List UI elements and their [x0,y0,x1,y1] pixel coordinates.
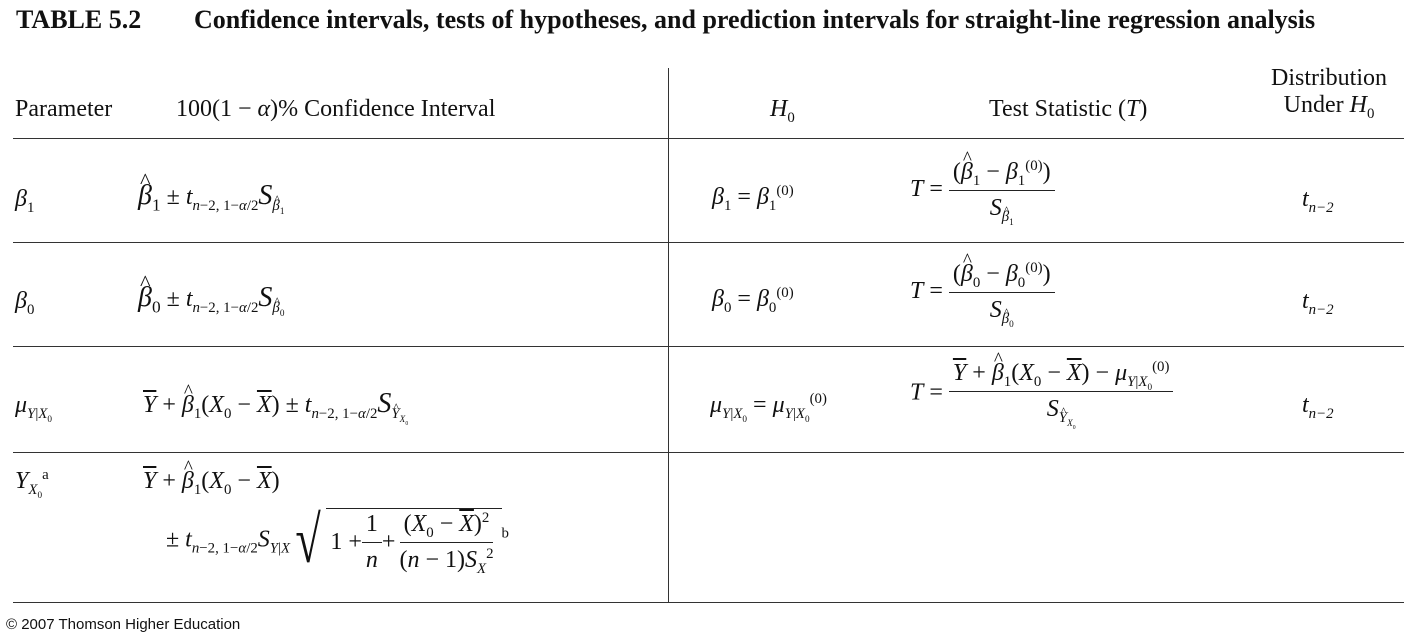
param-beta1: $\beta_1$ [15,186,35,216]
test-beta1: T = $\frac{(\^{} \beta_1 - \beta_1^{(0)})}{S_{\beta_1}}$ [910,159,1055,222]
copyright-notice: © 2007 Thomson Higher Education [6,616,241,633]
row-rule-2 [13,346,1404,347]
dist-row-1: $t_{n-2}$ [1302,186,1334,216]
column-divider [668,68,669,603]
table-number: TABLE 5.2 [16,5,142,34]
ci-beta0: ^ $\beta_0 \pm t_{n-2, 1-\alpha/2}S_{\beta_0}$ [138,282,284,314]
pi-line-2: ± $t_{n-2, 1-\alpha/2}S_{Y|X}$ √ 1 + $\frac{1}{n}$ + $\frac{(X_0 - \overline{X})^2}{(n - 1)S_X^2}$ $^b$ [166,504,509,577]
pi-line-1: $\overline{Y}$ + ^ $\beta_1(X_0 - \overline{X})$ [143,468,280,495]
table-title: Confidence intervals, tests of hypotheses, and prediction intervals for straight-line regression analysis [194,5,1316,34]
h0-beta1: $\beta_1 = \beta_1^{(0)}$ [712,183,794,214]
param-y-x0: $Y_{X_0}^a$ [15,467,49,500]
param-mu-y-x0: $\mu_{Y|X_0}$ [15,392,53,424]
ci-beta1: ^ $\beta_1 \pm t_{n-2, 1-\alpha/2}S_{\beta_1}$ [138,180,284,212]
row-rule-3 [13,452,1404,453]
param-beta0: $\beta_0$ [15,288,35,318]
h0-mu-y-x0: $\mu_{Y|X_0} = \mu_{Y|X_0}^{(0)}$ [710,391,827,424]
header-confidence-interval: 100(1 − α)% Confidence Interval [176,96,496,122]
header-rule [13,138,1404,139]
header-h0: $H_0$ [770,96,795,126]
h0-beta0: $\beta_0 = \beta_0^{(0)}$ [712,285,794,316]
footnote-a-marker: a [42,467,49,483]
dist-row-2: $t_{n-2}$ [1302,288,1334,318]
test-mu-y-x0: T = $\frac{\overline{Y} + \^{} \beta_1(X_0 - \overline{X}) - \mu_{Y|X_0}^{(0)}}{S_{Y_{X_0}}}$ [910,360,1173,428]
header-parameter: Parameter [15,96,113,122]
test-beta0: T = $\frac{(\^{} \beta_0 - \beta_0^{(0)})}{S_{\beta_0}}$ [910,261,1055,324]
bottom-rule [13,602,1404,603]
footnote-b-marker: b [501,525,509,542]
row-rule-1 [13,242,1404,243]
dist-row-3: $t_{n-2}$ [1302,392,1334,422]
header-test-statistic: Test Statistic (T) [989,96,1148,122]
header-distribution: Distribution Under $H_0$ [1271,65,1388,122]
ci-mu-y-x0: $\overline{Y}$ + ^ $\beta_1(X_0 - \overline{X}) \pm t_{n-2, 1-\alpha/2}S_{Y_{X_0}}$ [143,388,408,424]
